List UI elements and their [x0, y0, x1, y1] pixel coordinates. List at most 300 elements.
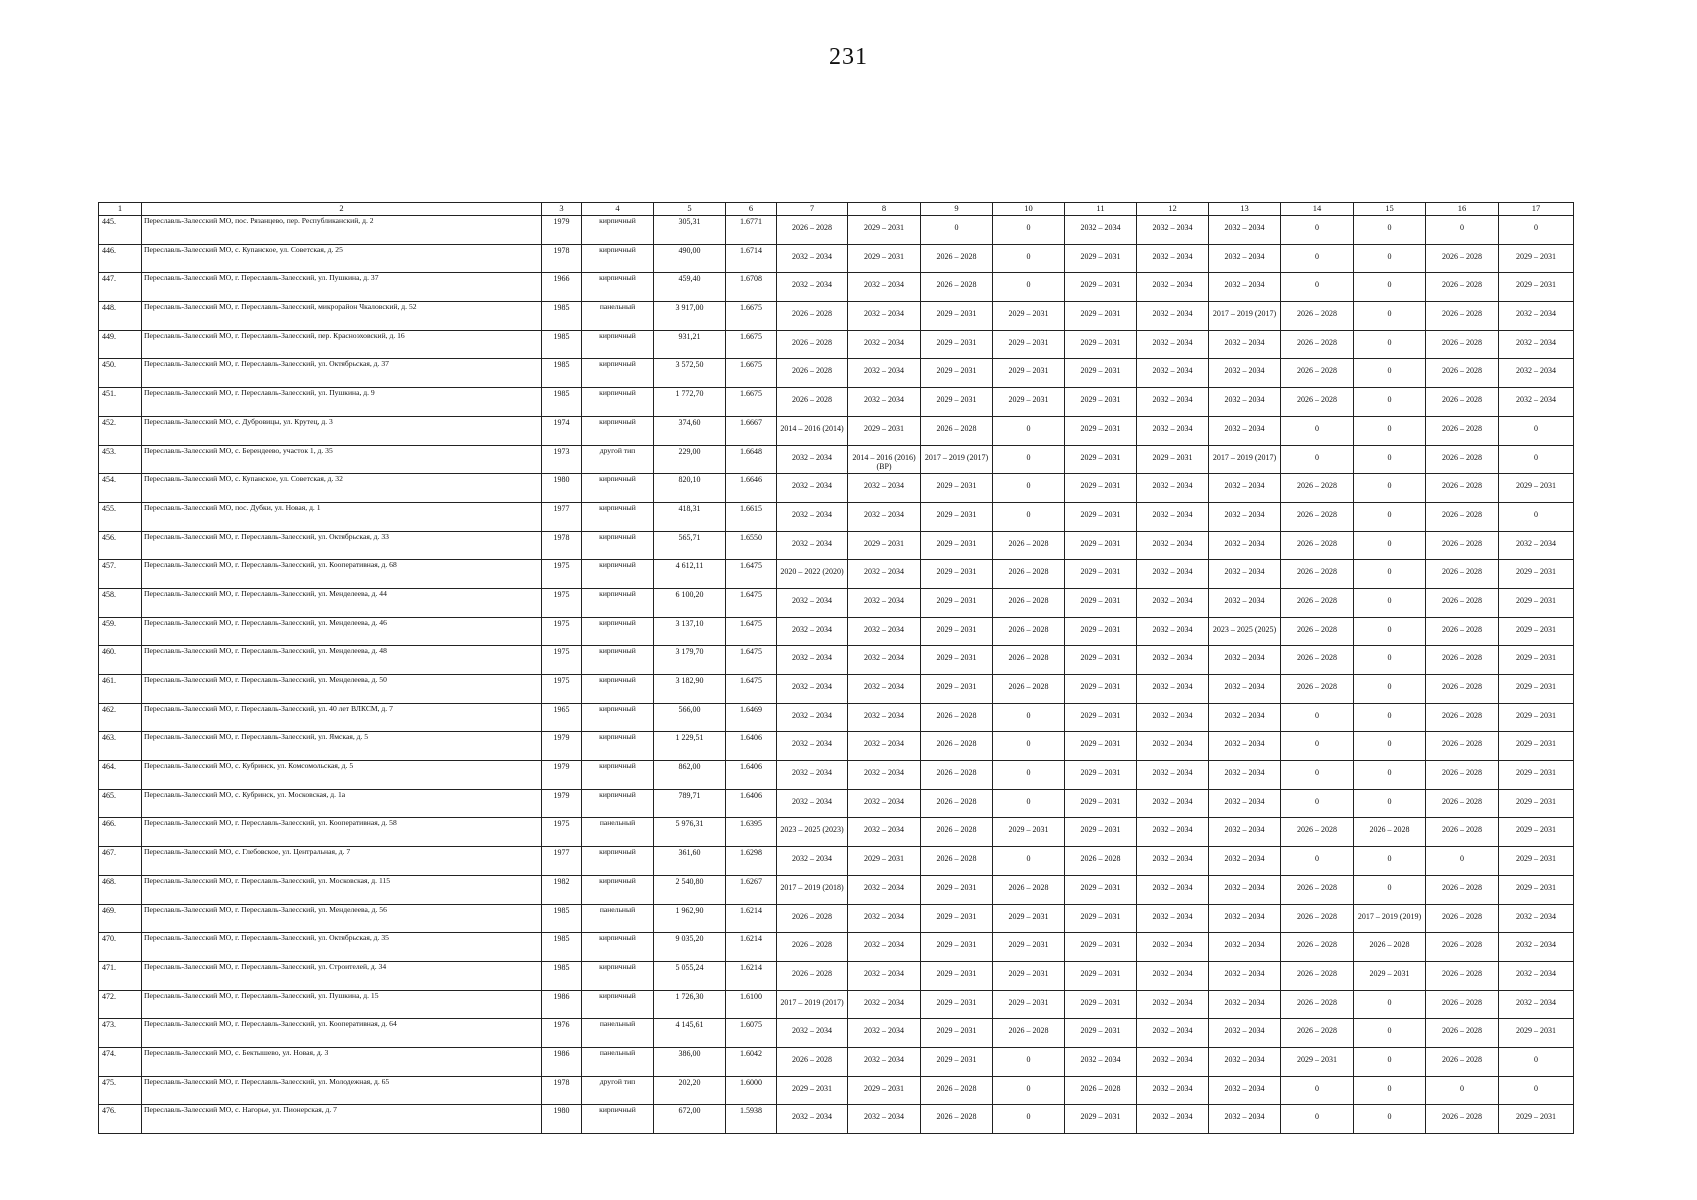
table-row	[99, 961, 1574, 990]
table-cell: 0	[1354, 388, 1426, 417]
row-number-cell: 455.	[99, 502, 142, 531]
wall-type-cell: кирпичный	[582, 560, 654, 589]
table-cell: 0	[993, 244, 1065, 273]
table-cell: 2029 – 2031	[921, 990, 993, 1019]
table-cell: 2029 – 2031	[1065, 818, 1137, 847]
table-cell: 2032 – 2034	[777, 646, 848, 675]
table-cell: 1.6000	[726, 1076, 777, 1105]
table-cell: 1.6550	[726, 531, 777, 560]
table-cell: 1978	[542, 244, 582, 273]
wall-type-cell: панельный	[582, 904, 654, 933]
table-cell: 2029 – 2031	[993, 388, 1065, 417]
table-cell: 2026 – 2028	[1426, 1105, 1499, 1134]
table-cell: 2029 – 2031	[1065, 646, 1137, 675]
table-cell: 2029 – 2031	[1065, 588, 1137, 617]
table-cell: 0	[1281, 1076, 1354, 1105]
housing-table-container	[98, 202, 1574, 1134]
table-cell: 2032 – 2034	[1499, 933, 1574, 962]
table-cell: 2026 – 2028	[1281, 588, 1354, 617]
table-cell: 2029 – 2031	[921, 875, 993, 904]
table-cell: 2029 – 2031	[1065, 502, 1137, 531]
table-cell: 2026 – 2028	[1426, 789, 1499, 818]
table-cell: 2032 – 2034	[777, 531, 848, 560]
table-cell: 1 962,90	[654, 904, 726, 933]
address-cell: Переславль-Залесский МО, г. Переславль-Залесский, ул. Московская, д. 115	[142, 875, 542, 904]
column-header: 4	[582, 203, 654, 216]
row-number-cell: 450.	[99, 359, 142, 388]
table-cell: 2032 – 2034	[1137, 875, 1209, 904]
table-cell: 0	[1499, 445, 1574, 474]
table-cell: 2029 – 2031	[993, 330, 1065, 359]
table-cell: 0	[1354, 1105, 1426, 1134]
table-cell: 2032 – 2034	[1137, 761, 1209, 790]
column-header: 15	[1354, 203, 1426, 216]
table-cell: 2026 – 2028	[1426, 388, 1499, 417]
address-cell: Переславль-Залесский МО, с. Купанское, ул. Советская, д. 25	[142, 244, 542, 273]
table-cell: 2017 – 2019 (2017)	[921, 445, 993, 474]
table-cell: 0	[1499, 1047, 1574, 1076]
wall-type-cell: кирпичный	[582, 1105, 654, 1134]
table-cell: 2026 – 2028	[1426, 617, 1499, 646]
table-cell: 2026 – 2028	[921, 732, 993, 761]
address-cell: Переславль-Залесский МО, г. Переславль-Залесский, ул. Менделеева, д. 48	[142, 646, 542, 675]
table-cell: 2026 – 2028	[1281, 388, 1354, 417]
table-cell: 2032 – 2034	[777, 502, 848, 531]
table-cell: 2029 – 2031	[1499, 1105, 1574, 1134]
table-cell: 2029 – 2031	[1065, 904, 1137, 933]
table-cell: 2029 – 2031	[1065, 359, 1137, 388]
table-cell: 2032 – 2034	[1209, 531, 1281, 560]
table-cell: 2032 – 2034	[1209, 1047, 1281, 1076]
address-cell: Переславль-Залесский МО, с. Бектышево, ул. Новая, д. 3	[142, 1047, 542, 1076]
table-cell: 1974	[542, 416, 582, 445]
table-cell: 0	[1426, 216, 1499, 245]
table-cell: 2032 – 2034	[1209, 244, 1281, 273]
address-cell: Переславль-Залесский МО, г. Переславль-Залесский, ул. Октябрьская, д. 33	[142, 531, 542, 560]
table-cell: 3 137,10	[654, 617, 726, 646]
table-cell: 2029 – 2031	[1499, 244, 1574, 273]
table-cell: 1.6771	[726, 216, 777, 245]
table-cell: 2026 – 2028	[777, 933, 848, 962]
table-cell: 2032 – 2034	[848, 388, 921, 417]
table-cell: 2029 – 2031	[921, 675, 993, 704]
table-cell: 2023 – 2025 (2023)	[777, 818, 848, 847]
table-cell: 2029 – 2031	[848, 416, 921, 445]
table-cell: 0	[1281, 703, 1354, 732]
table-cell: 2029 – 2031	[1065, 416, 1137, 445]
row-number-cell: 459.	[99, 617, 142, 646]
table-cell: 2029 – 2031	[1281, 1047, 1354, 1076]
table-cell: 2026 – 2028	[1426, 904, 1499, 933]
table-cell: 0	[1281, 732, 1354, 761]
row-number-cell: 476.	[99, 1105, 142, 1134]
table-row	[99, 531, 1574, 560]
table-cell: 2029 – 2031	[1499, 675, 1574, 704]
table-cell: 2026 – 2028	[1426, 1047, 1499, 1076]
table-cell: 1.6475	[726, 588, 777, 617]
table-cell: 0	[1281, 761, 1354, 790]
table-cell: 0	[993, 474, 1065, 503]
table-cell: 2026 – 2028	[1426, 761, 1499, 790]
table-cell: 2026 – 2028	[1426, 818, 1499, 847]
table-cell: 0	[1354, 560, 1426, 589]
wall-type-cell: кирпичный	[582, 388, 654, 417]
address-cell: Переславль-Залесский МО, г. Переславль-Залесский, пер. Красноэховский, д. 16	[142, 330, 542, 359]
row-number-cell: 453.	[99, 445, 142, 474]
table-cell: 2029 – 2031	[1065, 474, 1137, 503]
table-cell: 2026 – 2028	[921, 416, 993, 445]
table-cell: 2029 – 2031	[848, 244, 921, 273]
table-cell: 3 182,90	[654, 675, 726, 704]
table-cell: 2029 – 2031	[1065, 302, 1137, 331]
table-cell: 2032 – 2034	[1065, 216, 1137, 245]
table-cell: 1 772,70	[654, 388, 726, 417]
table-cell: 2029 – 2031	[1499, 474, 1574, 503]
wall-type-cell: кирпичный	[582, 502, 654, 531]
address-cell: Переславль-Залесский МО, г. Переславль-Залесский, ул. Октябрьская, д. 35	[142, 933, 542, 962]
table-cell: 2029 – 2031	[921, 502, 993, 531]
table-cell: 1.6667	[726, 416, 777, 445]
table-row	[99, 416, 1574, 445]
wall-type-cell: кирпичный	[582, 216, 654, 245]
table-cell: 1.6475	[726, 675, 777, 704]
table-cell: 1975	[542, 617, 582, 646]
table-cell: 2026 – 2028	[921, 789, 993, 818]
row-number-cell: 464.	[99, 761, 142, 790]
table-cell: 2026 – 2028	[1065, 847, 1137, 876]
table-cell: 2017 – 2019 (2017)	[1209, 302, 1281, 331]
table-cell: 2032 – 2034	[848, 933, 921, 962]
table-cell: 820,10	[654, 474, 726, 503]
table-cell: 2032 – 2034	[777, 1019, 848, 1048]
table-cell: 1980	[542, 474, 582, 503]
table-cell: 0	[1354, 789, 1426, 818]
table-cell: 2026 – 2028	[993, 560, 1065, 589]
table-cell: 0	[993, 273, 1065, 302]
table-cell: 2026 – 2028	[1281, 560, 1354, 589]
table-cell: 2029 – 2031	[993, 904, 1065, 933]
table-cell: 0	[1499, 502, 1574, 531]
table-cell: 2029 – 2031	[993, 302, 1065, 331]
column-header: 14	[1281, 203, 1354, 216]
table-cell: 1.6042	[726, 1047, 777, 1076]
table-cell: 0	[1354, 761, 1426, 790]
table-cell: 2026 – 2028	[993, 617, 1065, 646]
table-cell: 2026 – 2028	[1281, 675, 1354, 704]
table-cell: 2032 – 2034	[848, 961, 921, 990]
address-cell: Переславль-Залесский МО, г. Переславль-Залесский, ул. Пушкина, д. 37	[142, 273, 542, 302]
table-cell: 2032 – 2034	[777, 789, 848, 818]
table-cell: 0	[1354, 474, 1426, 503]
table-cell: 2032 – 2034	[1499, 990, 1574, 1019]
table-cell: 2029 – 2031	[1499, 588, 1574, 617]
table-cell: 2026 – 2028	[1281, 875, 1354, 904]
table-cell: 2032 – 2034	[1209, 1076, 1281, 1105]
table-cell: 1977	[542, 502, 582, 531]
wall-type-cell: панельный	[582, 1047, 654, 1076]
table-cell: 1975	[542, 588, 582, 617]
table-cell: 1985	[542, 359, 582, 388]
table-cell: 0	[1354, 675, 1426, 704]
table-cell: 2029 – 2031	[1137, 445, 1209, 474]
table-cell: 0	[1354, 847, 1426, 876]
table-cell: 0	[1354, 646, 1426, 675]
table-cell: 1986	[542, 1047, 582, 1076]
wall-type-cell: другой тип	[582, 1076, 654, 1105]
table-cell: 2029 – 2031	[1065, 961, 1137, 990]
table-cell: 0	[1281, 273, 1354, 302]
table-row	[99, 675, 1574, 704]
table-cell: 4 145,61	[654, 1019, 726, 1048]
table-cell: 2029 – 2031	[1065, 388, 1137, 417]
table-cell: 2032 – 2034	[1499, 359, 1574, 388]
table-cell: 1978	[542, 531, 582, 560]
row-number-cell: 449.	[99, 330, 142, 359]
table-cell: 1.6675	[726, 330, 777, 359]
table-cell: 2032 – 2034	[1137, 1019, 1209, 1048]
wall-type-cell: кирпичный	[582, 617, 654, 646]
table-cell: 2029 – 2031	[921, 531, 993, 560]
table-cell: 1977	[542, 847, 582, 876]
row-number-cell: 454.	[99, 474, 142, 503]
table-row	[99, 474, 1574, 503]
table-cell: 2032 – 2034	[848, 990, 921, 1019]
table-cell: 1.6395	[726, 818, 777, 847]
table-cell: 2029 – 2031	[993, 818, 1065, 847]
table-cell: 2032 – 2034	[777, 675, 848, 704]
table-cell: 2032 – 2034	[1137, 273, 1209, 302]
table-cell: 2026 – 2028	[1426, 646, 1499, 675]
table-cell: 0	[993, 1076, 1065, 1105]
table-cell: 1985	[542, 961, 582, 990]
table-cell: 2026 – 2028	[1281, 1019, 1354, 1048]
table-cell: 0	[1354, 990, 1426, 1019]
table-cell: 2 540,80	[654, 875, 726, 904]
table-cell: 2032 – 2034	[1137, 244, 1209, 273]
column-header: 2	[142, 203, 542, 216]
row-number-cell: 471.	[99, 961, 142, 990]
table-cell: 2032 – 2034	[1209, 416, 1281, 445]
address-cell: Переславль-Залесский МО, с. Кубринск, ул. Комсомольская, д. 5	[142, 761, 542, 790]
table-cell: 2029 – 2031	[921, 617, 993, 646]
table-cell: 1.6214	[726, 904, 777, 933]
table-cell: 0	[993, 416, 1065, 445]
table-cell: 2026 – 2028	[1354, 818, 1426, 847]
table-cell: 2032 – 2034	[848, 789, 921, 818]
table-cell: 2029 – 2031	[1065, 560, 1137, 589]
table-cell: 1986	[542, 990, 582, 1019]
table-cell: 0	[993, 761, 1065, 790]
table-cell: 2026 – 2028	[993, 588, 1065, 617]
table-cell: 1.6708	[726, 273, 777, 302]
table-cell: 490,00	[654, 244, 726, 273]
table-cell: 3 179,70	[654, 646, 726, 675]
address-cell: Переславль-Залесский МО, г. Переславль-Залесский, ул. Менделеева, д. 46	[142, 617, 542, 646]
address-cell: Переславль-Залесский МО, г. Переславль-Залесский, микрорайон Чкаловский, д. 52	[142, 302, 542, 331]
table-cell: 1985	[542, 933, 582, 962]
table-cell: 2029 – 2031	[1499, 560, 1574, 589]
table-cell: 2029 – 2031	[993, 990, 1065, 1019]
table-cell: 2026 – 2028	[993, 646, 1065, 675]
row-number-cell: 466.	[99, 818, 142, 847]
table-cell: 1966	[542, 273, 582, 302]
table-cell: 2032 – 2034	[1137, 531, 1209, 560]
table-cell: 0	[1281, 1105, 1354, 1134]
table-cell: 2029 – 2031	[1065, 445, 1137, 474]
table-cell: 2026 – 2028	[921, 273, 993, 302]
table-cell: 459,40	[654, 273, 726, 302]
table-cell: 1.6298	[726, 847, 777, 876]
table-cell: 0	[1354, 588, 1426, 617]
table-cell: 2014 – 2016 (2016) (ВР)	[848, 445, 921, 474]
table-cell: 2026 – 2028	[1426, 675, 1499, 704]
table-cell: 2029 – 2031	[1065, 789, 1137, 818]
table-cell: 6 100,20	[654, 588, 726, 617]
table-cell: 789,71	[654, 789, 726, 818]
table-cell: 2026 – 2028	[1281, 474, 1354, 503]
address-cell: Переславль-Залесский МО, г. Переславль-Залесский, ул. Октябрьская, д. 37	[142, 359, 542, 388]
table-cell: 2029 – 2031	[1499, 1019, 1574, 1048]
table-cell: 2029 – 2031	[1499, 789, 1574, 818]
table-cell: 2029 – 2031	[848, 531, 921, 560]
address-cell: Переславль-Залесский МО, г. Переславль-Залесский, ул. Кооперативная, д. 68	[142, 560, 542, 589]
table-cell: 0	[993, 216, 1065, 245]
table-cell: 2026 – 2028	[993, 531, 1065, 560]
table-cell: 0	[993, 1047, 1065, 1076]
table-cell: 0	[1499, 1076, 1574, 1105]
table-cell: 2029 – 2031	[1065, 531, 1137, 560]
table-cell: 3 572,50	[654, 359, 726, 388]
table-cell: 2032 – 2034	[1499, 904, 1574, 933]
table-cell: 2026 – 2028	[777, 216, 848, 245]
table-cell: 2032 – 2034	[848, 617, 921, 646]
table-cell: 2026 – 2028	[1426, 445, 1499, 474]
table-cell: 2032 – 2034	[1209, 1105, 1281, 1134]
wall-type-cell: кирпичный	[582, 359, 654, 388]
table-cell: 0	[1354, 617, 1426, 646]
wall-type-cell: кирпичный	[582, 789, 654, 818]
table-cell: 2032 – 2034	[1209, 761, 1281, 790]
table-row	[99, 646, 1574, 675]
address-cell: Переславль-Залесский МО, г. Переславль-Залесский, ул. Ямская, д. 5	[142, 732, 542, 761]
table-cell: 2032 – 2034	[1209, 216, 1281, 245]
table-cell: 2032 – 2034	[1137, 474, 1209, 503]
address-cell: Переславль-Залесский МО, г. Переславль-Залесский, ул. Кооперативная, д. 64	[142, 1019, 542, 1048]
table-cell: 2032 – 2034	[777, 273, 848, 302]
table-cell: 2032 – 2034	[777, 244, 848, 273]
table-cell: 1.6475	[726, 560, 777, 589]
table-row	[99, 588, 1574, 617]
table-cell: 2029 – 2031	[993, 359, 1065, 388]
address-cell: Переславль-Залесский МО, с. Купанское, ул. Советская, д. 32	[142, 474, 542, 503]
table-cell: 0	[1354, 531, 1426, 560]
address-cell: Переславль-Залесский МО, г. Переславль-Залесский, ул. Пушкина, д. 9	[142, 388, 542, 417]
table-cell: 1.6214	[726, 933, 777, 962]
table-cell: 2032 – 2034	[1137, 588, 1209, 617]
row-number-cell: 447.	[99, 273, 142, 302]
table-cell: 2029 – 2031	[921, 1019, 993, 1048]
table-cell: 2032 – 2034	[848, 330, 921, 359]
row-number-cell: 462.	[99, 703, 142, 732]
table-cell: 0	[1354, 703, 1426, 732]
table-cell: 2017 – 2019 (2018)	[777, 875, 848, 904]
table-cell: 2029 – 2031	[1065, 761, 1137, 790]
column-header: 6	[726, 203, 777, 216]
table-cell: 1.6100	[726, 990, 777, 1019]
table-cell: 2026 – 2028	[1426, 244, 1499, 273]
table-cell: 2029 – 2031	[921, 330, 993, 359]
table-cell: 2032 – 2034	[1137, 560, 1209, 589]
table-cell: 2029 – 2031	[921, 933, 993, 962]
table-cell: 0	[1499, 416, 1574, 445]
row-number-cell: 461.	[99, 675, 142, 704]
table-cell: 2029 – 2031	[921, 560, 993, 589]
table-cell: 2032 – 2034	[1137, 330, 1209, 359]
address-cell: Переславль-Залесский МО, с. Нагорье, ул. Пионерская, д. 7	[142, 1105, 542, 1134]
table-cell: 2026 – 2028	[1426, 875, 1499, 904]
table-cell: 0	[993, 1105, 1065, 1134]
row-number-cell: 467.	[99, 847, 142, 876]
table-cell: 2032 – 2034	[1209, 646, 1281, 675]
table-cell: 2032 – 2034	[848, 904, 921, 933]
table-cell: 2029 – 2031	[1499, 818, 1574, 847]
table-cell: 2032 – 2034	[1137, 789, 1209, 818]
address-cell: Переславль-Залесский МО, пос. Рязанцево, пер. Республиканский, д. 2	[142, 216, 542, 245]
table-cell: 2026 – 2028	[1426, 502, 1499, 531]
table-cell: 2020 – 2022 (2020)	[777, 560, 848, 589]
table-cell: 2029 – 2031	[921, 302, 993, 331]
table-cell: 2032 – 2034	[848, 675, 921, 704]
table-cell: 2032 – 2034	[1499, 302, 1574, 331]
table-cell: 0	[993, 703, 1065, 732]
table-cell: 2032 – 2034	[1209, 789, 1281, 818]
table-header-row	[99, 203, 1574, 216]
wall-type-cell: кирпичный	[582, 961, 654, 990]
table-cell: 2029 – 2031	[921, 359, 993, 388]
wall-type-cell: кирпичный	[582, 531, 654, 560]
table-cell: 0	[1281, 445, 1354, 474]
table-cell: 2029 – 2031	[848, 1076, 921, 1105]
table-cell: 2026 – 2028	[1354, 933, 1426, 962]
table-cell: 2032 – 2034	[1137, 1076, 1209, 1105]
table-cell: 2032 – 2034	[1137, 502, 1209, 531]
table-cell: 2032 – 2034	[1499, 961, 1574, 990]
table-cell: 2032 – 2034	[1137, 904, 1209, 933]
table-cell: 2032 – 2034	[848, 646, 921, 675]
table-cell: 2032 – 2034	[1137, 388, 1209, 417]
table-cell: 2032 – 2034	[848, 1019, 921, 1048]
table-cell: 2026 – 2028	[1426, 416, 1499, 445]
table-cell: 1.6714	[726, 244, 777, 273]
wall-type-cell: кирпичный	[582, 588, 654, 617]
table-row	[99, 933, 1574, 962]
table-cell: 2026 – 2028	[993, 875, 1065, 904]
table-row	[99, 617, 1574, 646]
row-number-cell: 475.	[99, 1076, 142, 1105]
table-cell: 2032 – 2034	[1209, 675, 1281, 704]
table-cell: 2026 – 2028	[1426, 273, 1499, 302]
row-number-cell: 458.	[99, 588, 142, 617]
table-cell: 2026 – 2028	[1426, 531, 1499, 560]
table-cell: 2032 – 2034	[1209, 359, 1281, 388]
table-cell: 2029 – 2031	[1499, 617, 1574, 646]
row-number-cell: 446.	[99, 244, 142, 273]
table-cell: 2032 – 2034	[777, 732, 848, 761]
address-cell: Переславль-Залесский МО, г. Переславль-Залесский, ул. 40 лет ВЛКСМ, д. 7	[142, 703, 542, 732]
table-cell: 2026 – 2028	[1426, 732, 1499, 761]
wall-type-cell: панельный	[582, 302, 654, 331]
table-cell: 2032 – 2034	[1065, 1047, 1137, 1076]
